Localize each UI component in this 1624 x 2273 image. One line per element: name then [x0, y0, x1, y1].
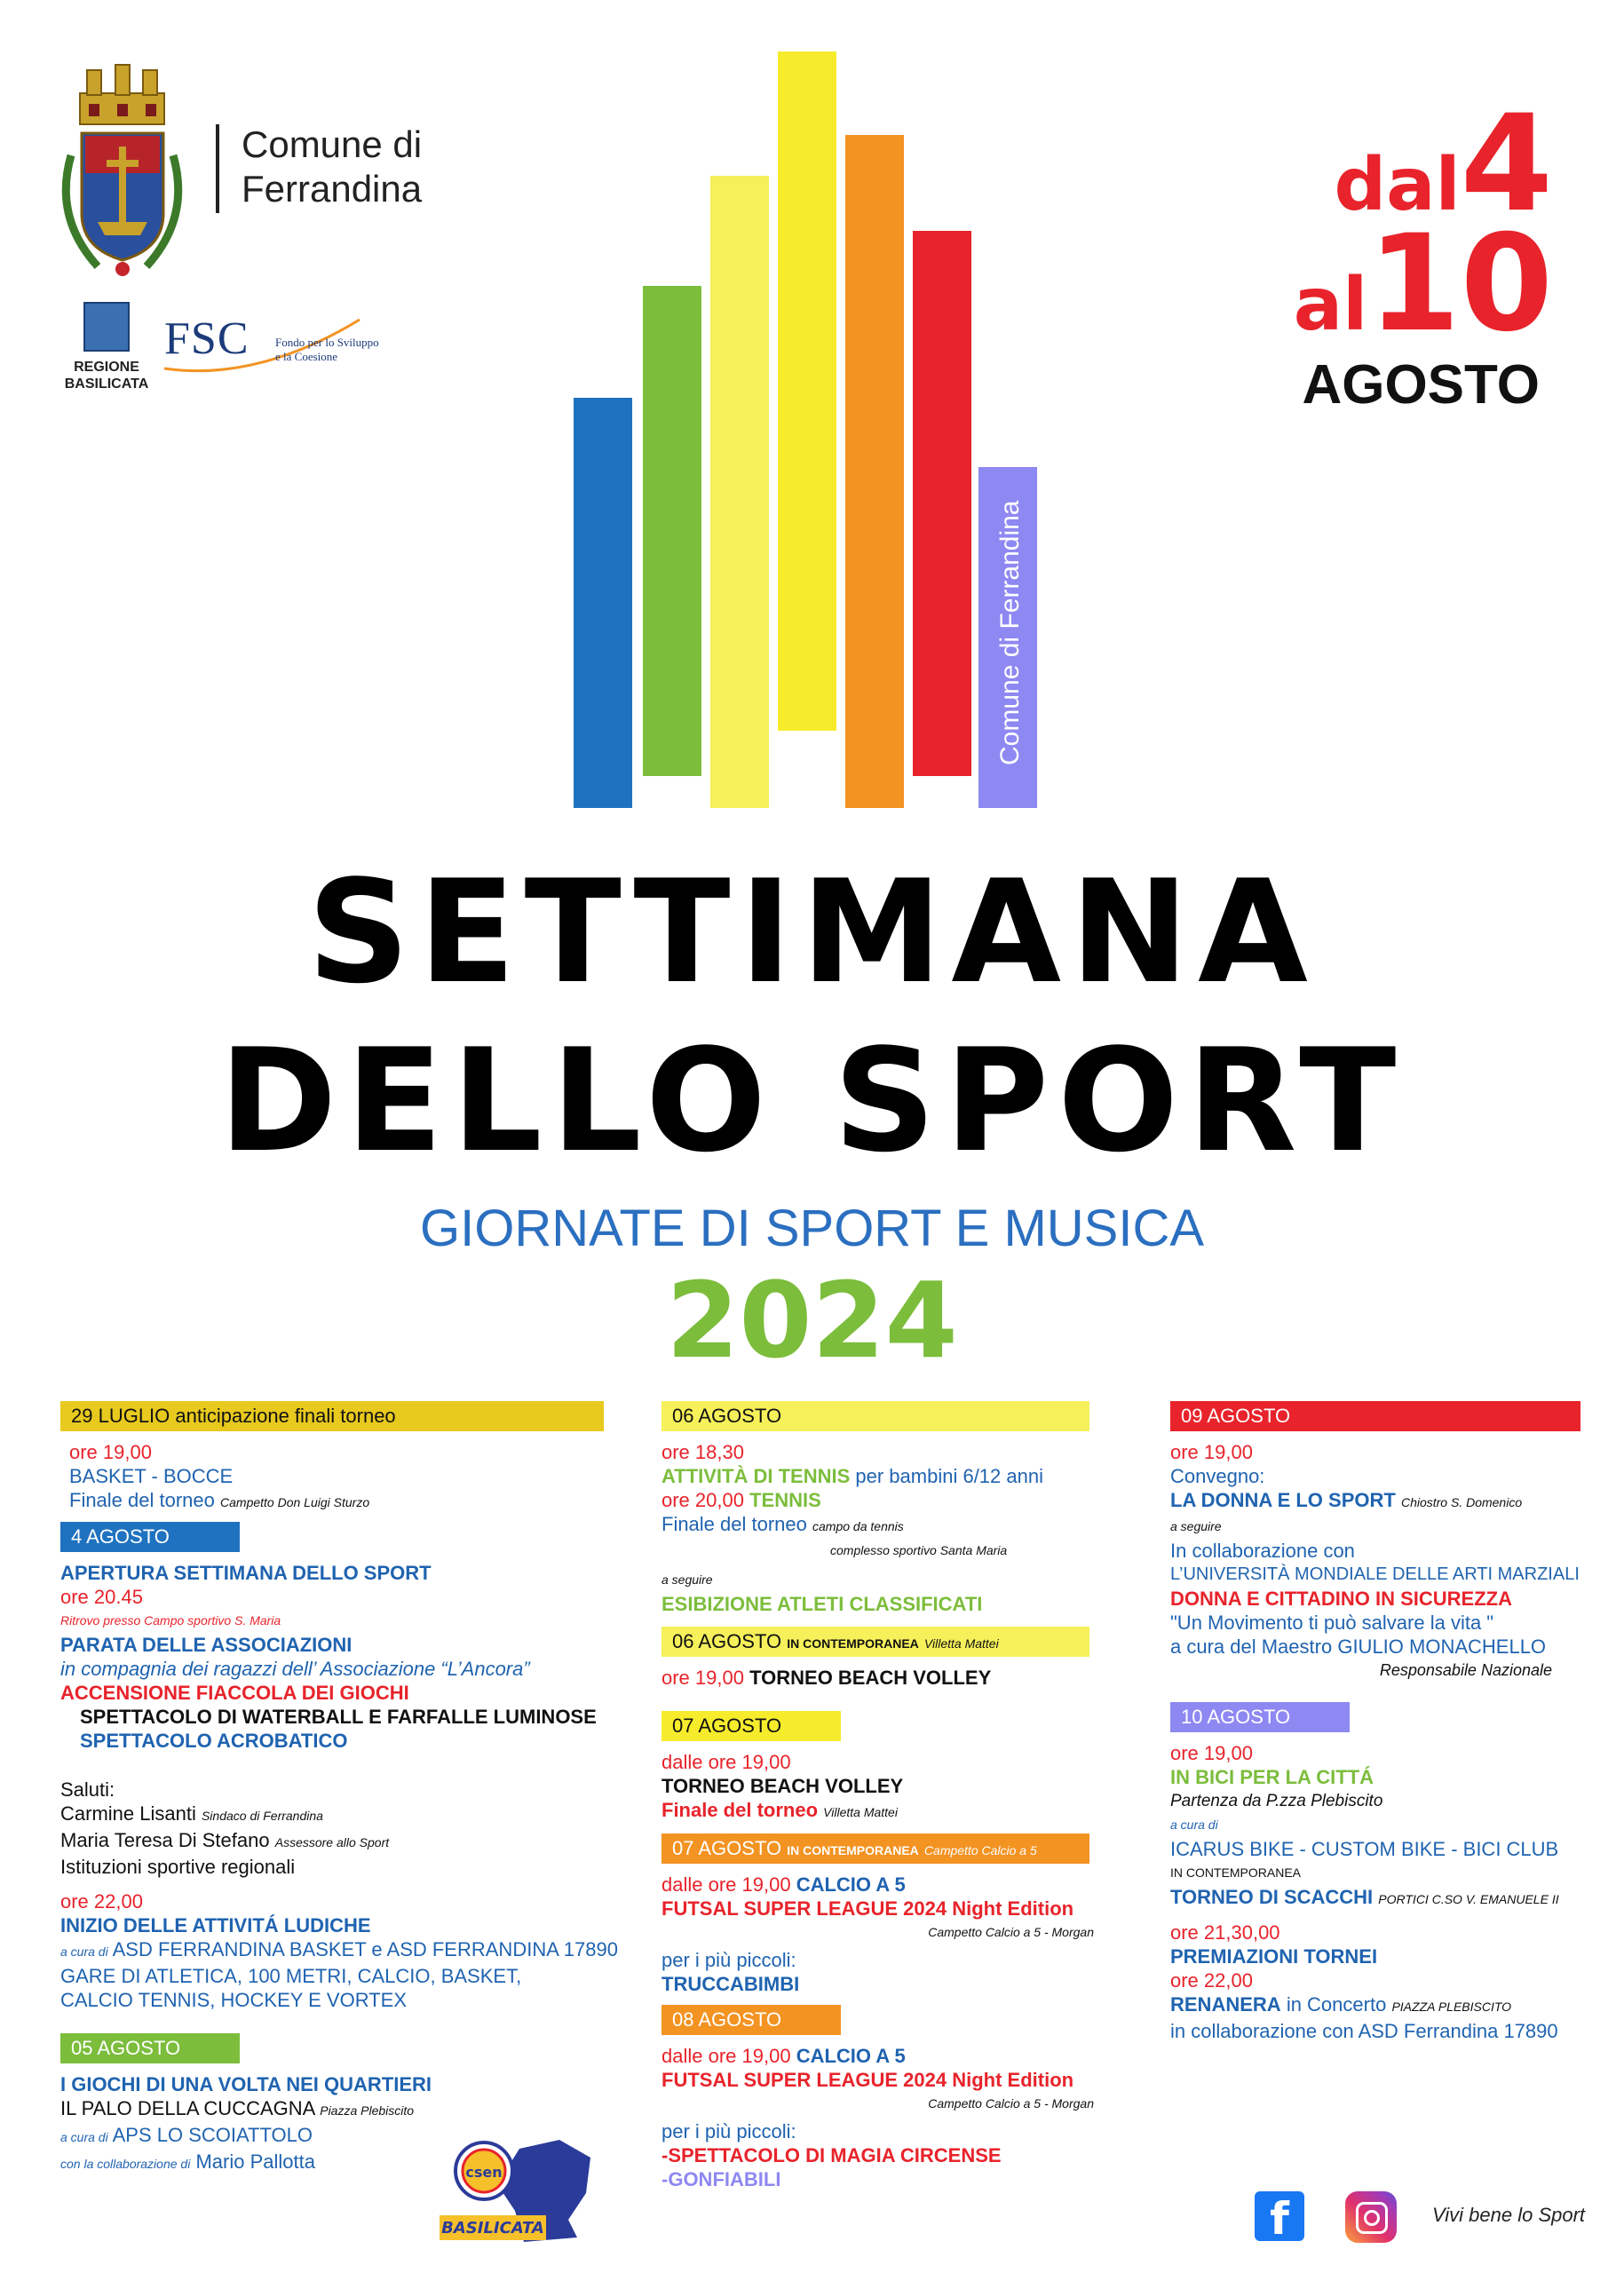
regione-line1: REGIONE	[74, 360, 139, 375]
event: TORNEO BEACH VOLLEY	[661, 1775, 904, 1797]
place: Partenza da P.zza Plebiscito	[1170, 1792, 1383, 1810]
fsc-subtitle	[275, 336, 379, 364]
time: dalle ore 19,00	[661, 2045, 791, 2067]
subtitle: GIORNATE DI SPORT E MUSICA	[419, 1200, 1205, 1257]
program-column-1	[60, 1401, 618, 2176]
day-header-4-agosto: 4 AGOSTO	[60, 1522, 240, 1552]
role: Sindaco di Ferrandina	[201, 1809, 323, 1823]
place: complesso sportivo	[830, 1543, 937, 1557]
date-al: al	[1293, 263, 1368, 347]
place: Chiostro S. Domenico	[1400, 1495, 1523, 1509]
time: ore 19,00	[1170, 1742, 1253, 1764]
label: con la collaborazione di	[60, 2157, 191, 2171]
time: ore 22,00	[1170, 1969, 1253, 1992]
program-column-3	[1170, 1401, 1596, 2043]
organizer: ICARUS BIKE - CUSTOM BIKE - BICI CLUB	[1170, 1838, 1559, 1860]
time: ore 18,30	[661, 1441, 744, 1463]
label: IN CONTEMPORANEA	[787, 1636, 919, 1651]
bar-light-yellow	[710, 176, 769, 808]
main-title-line2: DELLO SPORT	[218, 1018, 1406, 1184]
event: PREMIAZIONI TORNEI	[1170, 1945, 1378, 1968]
bar-orange	[845, 135, 904, 808]
label: In collaborazione con	[1170, 1540, 1355, 1562]
date-to	[1293, 207, 1553, 361]
comune-line1: Comune di	[242, 123, 423, 165]
time: ore 19,00	[69, 1441, 152, 1463]
regione-flag-icon	[83, 302, 130, 352]
day-header-05-agosto: 05 AGOSTO	[60, 2033, 240, 2063]
event: ATTIVITÀ DI TENNIS	[661, 1465, 851, 1487]
regione-logo	[62, 302, 151, 392]
organizer: L’UNIVERSITÀ MONDIALE DELLE ARTI MARZIALI	[1170, 1564, 1580, 1584]
label: per i più piccoli:	[661, 2120, 796, 2142]
time: dalle ore 19,00	[661, 1751, 791, 1773]
event: TORNEO DI SCACCHI	[1170, 1886, 1374, 1908]
event-detail: GARE DI ATLETICA, 100 METRI, CALCIO, BASKET,	[60, 1965, 522, 1987]
event: TRUCCABIMBI	[661, 1973, 800, 1995]
event: LA DONNA E LO SPORT	[1170, 1489, 1396, 1511]
place: campo da tennis	[812, 1519, 904, 1533]
person: Carmine Lisanti	[60, 1802, 196, 1825]
label: IN CONTEMPORANEA	[787, 1843, 919, 1857]
bars-label: Comune di Ferrandina	[995, 500, 1025, 765]
place: Villetta Mattei	[923, 1636, 999, 1651]
label: a cura di	[1170, 1818, 1218, 1832]
label: a cura di	[60, 2130, 108, 2144]
fsc-sub1: Fondo per lo Sviluppo	[275, 336, 379, 349]
event: TENNIS	[749, 1489, 821, 1511]
csen-basilicata: BASILICATA	[441, 2219, 544, 2237]
role: Assessore allo Sport	[274, 1835, 390, 1849]
event: CALCIO A 5	[796, 1873, 906, 1896]
event: DONNA E CITTADINO IN SICUREZZA	[1170, 1588, 1512, 1610]
event-detail: CALCIO TENNIS, HOCKEY E VORTEX	[60, 1989, 407, 2011]
event: -SPETTACOLO DI MAGIA CIRCENSE	[661, 2144, 1002, 2166]
day-header-07-agosto-bis: 07 AGOSTO	[672, 1837, 782, 1859]
person: Maria Teresa Di Stefano	[60, 1829, 270, 1851]
slogan: Vivi bene lo Sport	[1432, 2204, 1586, 2226]
crest-icon	[44, 58, 200, 280]
place: Campetto Calcio a 5 - Morgan	[928, 1925, 1094, 1939]
date-to-number: 10	[1367, 207, 1553, 361]
event: CALCIO A 5	[796, 2045, 906, 2067]
place: Villetta Mattei	[823, 1805, 898, 1819]
day-header-08-agosto: 08 AGOSTO	[661, 2005, 841, 2035]
date-from-number: 4	[1460, 87, 1553, 242]
event: TORNEO BEACH VOLLEY	[749, 1667, 992, 1689]
day-header-06-agosto-bis: 06 AGOSTO	[672, 1630, 782, 1652]
time: ore 19,00	[661, 1667, 744, 1689]
day-header-29-luglio: 29 LUGLIO anticipazione finali torneo	[60, 1401, 604, 1431]
place: Ritrovo presso Campo sportivo S. Maria	[60, 1613, 281, 1628]
event-detail: Finale del torneo	[69, 1489, 215, 1511]
event: APERTURA SETTIMANA DELLO SPORT	[60, 1562, 432, 1584]
organizer: ASD FERRANDINA BASKET e ASD FERRANDINA 17890	[112, 1938, 618, 1960]
event-detail: in collaborazione con ASD Ferrandina 17890	[1170, 2020, 1558, 2042]
bar-yellow	[778, 51, 836, 731]
fsc-sub2: e la Coesione	[275, 350, 338, 363]
place: Piazza Plebiscito	[320, 2103, 415, 2118]
event: I GIOCHI DI UNA VOLTA NEI QUARTIERI	[60, 2073, 432, 2095]
bar-red	[913, 231, 971, 776]
year: 2024	[666, 1259, 958, 1382]
csen-text: csen	[465, 2164, 503, 2181]
label: Saluti:	[60, 1778, 115, 1801]
event: ACCENSIONE FIACCOLA DEI GIOCHI	[60, 1682, 409, 1704]
day-header-09-agosto: 09 AGOSTO	[1170, 1401, 1580, 1431]
place: PIAZZA PLEBISCITO	[1391, 2000, 1512, 2014]
bar-blue	[574, 398, 632, 808]
label: per i più piccoli:	[661, 1949, 796, 1971]
day-header-06-agosto: 06 AGOSTO	[661, 1401, 1089, 1431]
event: INIZIO DELLE ATTIVITÁ LUDICHE	[60, 1914, 371, 1936]
place: Campetto Don Luigi Sturzo	[220, 1495, 370, 1509]
event: RENANERA	[1170, 1993, 1281, 2016]
date-month: AGOSTO	[1302, 354, 1540, 416]
label: a seguire	[661, 1572, 713, 1587]
time: ore 20,00	[661, 1489, 744, 1511]
event-detail: Finale del torneo	[661, 1799, 819, 1821]
time: ore 22,00	[60, 1890, 143, 1913]
day-header-07-agosto: 07 AGOSTO	[661, 1711, 841, 1741]
facebook-icon[interactable]: f	[1255, 2191, 1304, 2241]
person: GIULIO MONACHELLO	[1337, 1635, 1547, 1658]
comune-name	[242, 123, 422, 211]
time: ore 21,30,00	[1170, 1921, 1280, 1944]
event: IN BICI PER LA CITTÁ	[1170, 1766, 1374, 1788]
event-detail: "Un Movimento ti può salvare la vita "	[1170, 1612, 1494, 1634]
event-detail: in compagnia dei ragazzi dell’ Associazione “L’Ancora”	[60, 1658, 530, 1680]
event: IL PALO DELLA CUCCAGNA	[60, 2097, 315, 2119]
label: IN CONTEMPORANEA	[1170, 1865, 1302, 1880]
event: BASKET - BOCCE	[69, 1465, 234, 1487]
csen-logo	[435, 2131, 604, 2246]
event: FUTSAL SUPER LEAGUE 2024 Night Edition	[661, 1897, 1074, 1920]
event-detail: per bambini 6/12 anni	[855, 1465, 1043, 1487]
label: Convegno:	[1170, 1465, 1265, 1487]
event: -GONFIABILI	[661, 2168, 781, 2190]
label: a cura di	[60, 1944, 108, 1959]
regione-line2: BASILICATA	[64, 376, 149, 392]
person: Istituzioni sportive regionali	[60, 1856, 296, 1878]
place: Campetto Calcio a 5	[923, 1843, 1037, 1857]
main-title-line1: SETTIMANA	[307, 849, 1317, 1015]
comune-line2: Ferrandina	[242, 168, 423, 210]
event: PARATA DELLE ASSOCIAZIONI	[60, 1634, 353, 1656]
bar-green	[643, 286, 701, 776]
comune-crest	[44, 58, 200, 280]
event: ESIBIZIONE ATLETI CLASSIFICATI	[661, 1593, 983, 1615]
day-header-10-agosto: 10 AGOSTO	[1170, 1702, 1350, 1732]
time: ore 19,00	[1170, 1441, 1253, 1463]
label: a cura del Maestro	[1170, 1635, 1333, 1658]
event: SPETTACOLO ACROBATICO	[80, 1730, 348, 1752]
event-detail: in Concerto	[1286, 1993, 1387, 2016]
label: a seguire	[1170, 1519, 1222, 1533]
organizer: APS LO SCOIATTOLO	[112, 2124, 313, 2146]
instagram-icon[interactable]	[1345, 2191, 1397, 2243]
header-divider	[216, 124, 219, 213]
event: SPETTACOLO DI WATERBALL E FARFALLE LUMINOSE	[80, 1706, 597, 1728]
time: dalle ore 19,00	[661, 1873, 791, 1896]
place: Santa Maria	[939, 1543, 1008, 1557]
event: FUTSAL SUPER LEAGUE 2024 Night Edition	[661, 2069, 1074, 2091]
program-column-2	[661, 1401, 1194, 2191]
place: PORTICI C.SO V. EMANUELE II	[1378, 1892, 1559, 1906]
time: ore 20.45	[60, 1586, 143, 1608]
person: Mario Pallotta	[195, 2150, 315, 2173]
fsc-logo: FSC	[164, 313, 250, 364]
event-detail: Finale del torneo	[661, 1513, 807, 1535]
role: Responsabile Nazionale	[1379, 1661, 1552, 1679]
place: Campetto Calcio a 5 - Morgan	[928, 2096, 1094, 2111]
date-dal: dal	[1334, 143, 1461, 227]
